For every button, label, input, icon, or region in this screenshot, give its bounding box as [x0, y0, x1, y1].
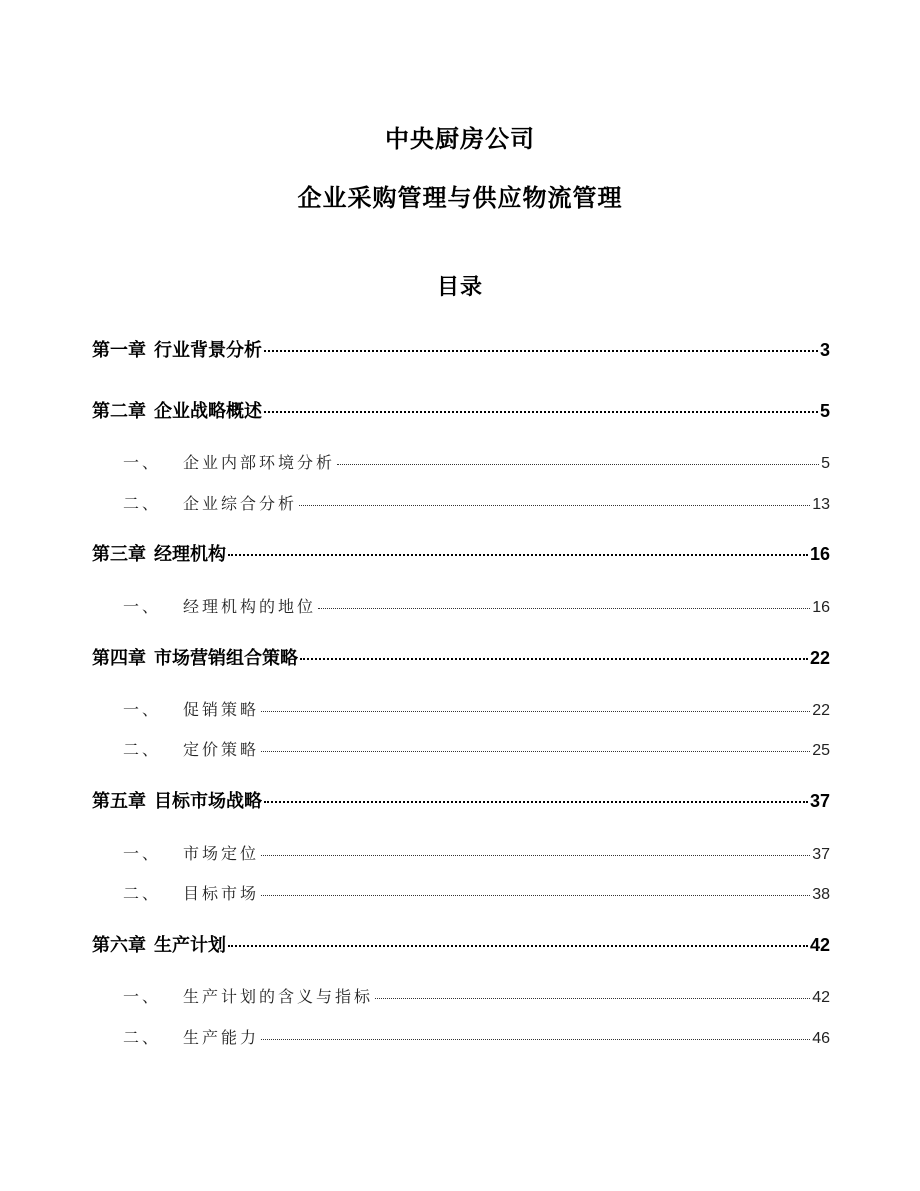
dot-leader: [261, 750, 810, 752]
toc-entry-title: 经理机构的地位: [183, 597, 317, 616]
toc-entry-title: 生产计划的含义与指标: [183, 987, 374, 1006]
toc-entry-page: 38: [812, 886, 830, 903]
dot-leader: [299, 504, 810, 506]
toc-entry-chapter[interactable]: [92, 336, 830, 362]
toc-entry-chapter[interactable]: [92, 931, 830, 957]
toc-entry-number: 第五章: [92, 791, 146, 812]
toc-entry-number: 第三章: [92, 544, 146, 565]
dot-leader: [337, 463, 819, 465]
document-title: 企业采购管理与供应物流管理: [297, 184, 623, 212]
toc-entry-page: 37: [812, 846, 830, 863]
toc-entry-chapter[interactable]: [92, 540, 830, 566]
dot-leader: [228, 944, 808, 947]
toc-entry-title: 生产计划: [154, 935, 226, 956]
toc-entry-title: 目标市场: [183, 884, 260, 903]
toc-entry-page: 42: [812, 989, 830, 1006]
dot-leader: [264, 800, 808, 803]
toc-entry-section[interactable]: [123, 841, 830, 865]
toc-entry-section[interactable]: [123, 737, 830, 761]
dot-leader: [261, 710, 810, 712]
toc-entry-page: 13: [812, 496, 830, 513]
toc-entry-page: 5: [821, 455, 830, 472]
toc-entry-page: 42: [809, 935, 830, 955]
dot-leader: [261, 1038, 810, 1040]
toc-entry-page: 22: [812, 702, 830, 719]
toc-entry-title: 目标市场战略: [154, 791, 262, 812]
toc-entry-number: 第四章: [92, 648, 146, 669]
dot-leader: [318, 607, 810, 609]
toc-entry-page: 25: [812, 742, 830, 759]
toc-entry-page: 3: [819, 340, 830, 360]
toc-entry-page: 37: [809, 791, 830, 811]
toc-entry-title: 企业综合分析: [183, 494, 298, 513]
toc-entry-number: 二、: [123, 494, 162, 513]
toc-entry-section[interactable]: [123, 1025, 830, 1049]
dot-leader: [375, 997, 810, 999]
toc-entry-number: 第二章: [92, 401, 146, 422]
toc-entry-title: 行业背景分析: [154, 340, 262, 361]
toc-entry-section[interactable]: [123, 594, 830, 618]
toc-entry-number: 第六章: [92, 935, 146, 956]
dot-leader: [264, 349, 818, 352]
toc-heading: 目录: [436, 275, 483, 300]
toc-entry-number: 第一章: [92, 340, 146, 361]
toc-entry-section[interactable]: [123, 984, 830, 1008]
toc-entry-number: 一、: [123, 453, 162, 472]
dot-leader: [261, 894, 810, 896]
toc-entry-chapter[interactable]: [92, 397, 830, 423]
toc-entry-title: 促销策略: [183, 700, 260, 719]
toc-entry-page: 46: [812, 1030, 830, 1047]
toc-entry-title: 生产能力: [183, 1028, 260, 1047]
toc-entry-number: 一、: [123, 987, 162, 1006]
dot-leader: [228, 553, 808, 556]
toc-entry-number: 一、: [123, 700, 162, 719]
dot-leader: [300, 657, 808, 660]
toc-entry-page: 5: [819, 401, 830, 421]
toc-entry-section[interactable]: [123, 450, 830, 474]
toc-entry-title: 市场营销组合策略: [154, 648, 298, 669]
toc-entry-section[interactable]: [123, 697, 830, 721]
toc-entry-number: 二、: [123, 1028, 162, 1047]
toc-entry-number: 二、: [123, 740, 162, 759]
dot-leader: [261, 854, 810, 856]
toc-entry-title: 企业内部环境分析: [183, 453, 336, 472]
toc-entry-chapter[interactable]: [92, 644, 830, 670]
toc-entry-page: 16: [812, 599, 830, 616]
toc-entry-title: 市场定位: [183, 844, 260, 863]
toc-entry-number: 一、: [123, 844, 162, 863]
dot-leader: [264, 410, 818, 413]
toc-entry-chapter[interactable]: [92, 787, 830, 813]
toc-entry-page: 22: [809, 648, 830, 668]
company-title: 中央厨房公司: [385, 125, 535, 153]
toc-entry-number: 一、: [123, 597, 162, 616]
toc-entry-section[interactable]: [123, 491, 830, 515]
toc-entry-title: 经理机构: [154, 544, 226, 565]
toc-entry-title: 定价策略: [183, 740, 260, 759]
toc-entry-page: 16: [809, 544, 830, 564]
toc-entry-title: 企业战略概述: [154, 401, 262, 422]
toc-entry-section[interactable]: [123, 881, 830, 905]
toc-entry-number: 二、: [123, 884, 162, 903]
